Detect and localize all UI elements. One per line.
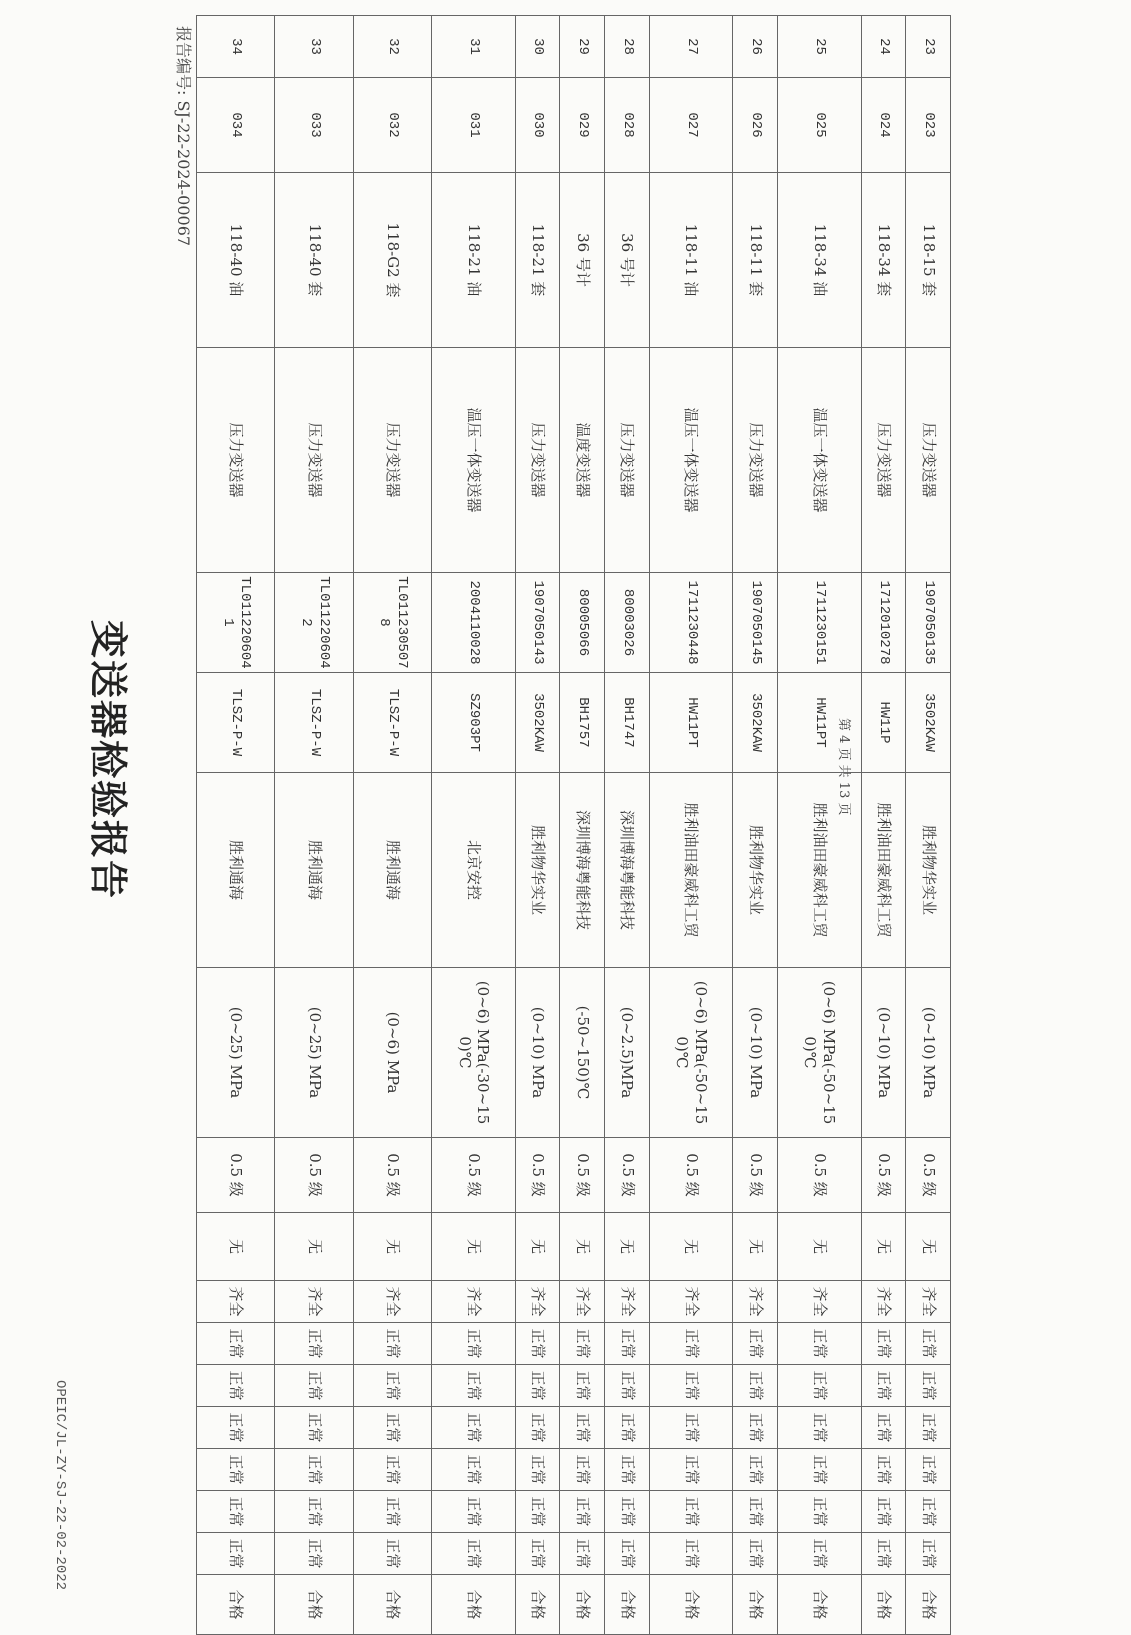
cell-check-3: 正常: [560, 1365, 605, 1407]
cell-check-3: 正常: [733, 1365, 778, 1407]
cell-check-6: 正常: [649, 1491, 733, 1533]
cell-range: (0~6) MPa: [353, 968, 431, 1138]
cell-check-4: 正常: [432, 1407, 516, 1449]
cell-device-name: 温压一体变送器: [432, 348, 516, 573]
cell-number: 030: [515, 78, 560, 173]
cell-check-6: 正常: [605, 1491, 650, 1533]
cell-check-2: 正常: [560, 1323, 605, 1365]
cell-check-6: 正常: [432, 1491, 516, 1533]
cell-serial: 1711230448: [649, 573, 733, 673]
cell-serial: 1712010278: [861, 573, 906, 673]
cell-defect: 无: [649, 1213, 733, 1281]
cell-seq: 26: [733, 16, 778, 78]
cell-model: TLSZ-P-W: [275, 673, 353, 773]
cell-check-5: 正常: [560, 1449, 605, 1491]
cell-seq: 30: [515, 16, 560, 78]
cell-seq: 32: [353, 16, 431, 78]
cell-check-6: 正常: [733, 1491, 778, 1533]
cell-check-7: 正常: [560, 1533, 605, 1575]
cell-result: 合格: [649, 1575, 733, 1635]
cell-serial: 1907050135: [906, 573, 951, 673]
cell-defect: 无: [906, 1213, 951, 1281]
cell-check-3: 正常: [432, 1365, 516, 1407]
table-row: [649, 16, 733, 1635]
cell-manufacturer: 胜利物华实业: [515, 773, 560, 968]
cell-model: 3502KAW: [906, 673, 951, 773]
cell-model: BH1757: [560, 673, 605, 773]
cell-check-2: 正常: [649, 1323, 733, 1365]
cell-model: TLSZ-P-W: [197, 673, 275, 773]
cell-check-7: 正常: [197, 1533, 275, 1575]
cell-check-3: 正常: [197, 1365, 275, 1407]
cell-result: 合格: [861, 1575, 906, 1635]
cell-result: 合格: [906, 1575, 951, 1635]
cell-defect: 无: [353, 1213, 431, 1281]
cell-grade: 0.5 级: [560, 1138, 605, 1213]
cell-location: 118-15 套: [906, 173, 951, 348]
cell-seq: 23: [906, 16, 951, 78]
cell-result: 合格: [560, 1575, 605, 1635]
cell-check-4: 正常: [197, 1407, 275, 1449]
cell-check-2: 正常: [432, 1323, 516, 1365]
cell-check-5: 正常: [432, 1449, 516, 1491]
table-row: [353, 16, 431, 1635]
cell-number: 026: [733, 78, 778, 173]
cell-device-name: 压力变送器: [605, 348, 650, 573]
table-row: [560, 16, 605, 1635]
cell-check-2: 正常: [906, 1323, 951, 1365]
cell-number: 027: [649, 78, 733, 173]
cell-defect: 无: [733, 1213, 778, 1281]
cell-result: 合格: [778, 1575, 862, 1635]
cell-location: 118-40 油: [197, 173, 275, 348]
cell-device-name: 压力变送器: [515, 348, 560, 573]
cell-defect: 无: [560, 1213, 605, 1281]
cell-device-name: 温压一体变送器: [649, 348, 733, 573]
cell-check-2: 正常: [605, 1323, 650, 1365]
cell-completeness: 齐全: [515, 1281, 560, 1323]
cell-check-4: 正常: [733, 1407, 778, 1449]
cell-grade: 0.5 级: [605, 1138, 650, 1213]
cell-check-3: 正常: [353, 1365, 431, 1407]
cell-check-7: 正常: [649, 1533, 733, 1575]
cell-check-3: 正常: [906, 1365, 951, 1407]
cell-completeness: 齐全: [275, 1281, 353, 1323]
cell-defect: 无: [432, 1213, 516, 1281]
cell-number: 029: [560, 78, 605, 173]
cell-check-2: 正常: [733, 1323, 778, 1365]
cell-result: 合格: [432, 1575, 516, 1635]
cell-completeness: 齐全: [197, 1281, 275, 1323]
cell-completeness: 齐全: [906, 1281, 951, 1323]
cell-check-2: 正常: [275, 1323, 353, 1365]
cell-range: (0~10) MPa: [515, 968, 560, 1138]
cell-check-4: 正常: [778, 1407, 862, 1449]
cell-grade: 0.5 级: [515, 1138, 560, 1213]
table-row: [733, 16, 778, 1635]
table-row: [275, 16, 353, 1635]
cell-model: TLSZ-P-W: [353, 673, 431, 773]
cell-check-6: 正常: [275, 1491, 353, 1533]
cell-device-name: 温度变送器: [560, 348, 605, 573]
cell-device-name: 压力变送器: [861, 348, 906, 573]
cell-check-7: 正常: [733, 1533, 778, 1575]
cell-check-4: 正常: [605, 1407, 650, 1449]
cell-number: 028: [605, 78, 650, 173]
cell-completeness: 齐全: [861, 1281, 906, 1323]
cell-number: 025: [778, 78, 862, 173]
cell-check-5: 正常: [353, 1449, 431, 1491]
cell-result: 合格: [197, 1575, 275, 1635]
cell-serial: 80003026: [605, 573, 650, 673]
table-row: [515, 16, 560, 1635]
table-row: [778, 16, 862, 1635]
cell-manufacturer: 胜利物华实业: [906, 773, 951, 968]
cell-result: 合格: [515, 1575, 560, 1635]
cell-check-7: 正常: [432, 1533, 516, 1575]
report-number: 报告编号: SJ-22-2024-00067: [174, 26, 193, 247]
cell-defect: 无: [605, 1213, 650, 1281]
cell-check-3: 正常: [649, 1365, 733, 1407]
document-code: OPEIC/JL-ZY-SJ-22-02-2022: [52, 1380, 68, 1591]
cell-check-2: 正常: [353, 1323, 431, 1365]
cell-model: HW11PT: [778, 673, 862, 773]
table-row: [605, 16, 650, 1635]
cell-check-5: 正常: [605, 1449, 650, 1491]
cell-completeness: 齐全: [649, 1281, 733, 1323]
cell-check-7: 正常: [353, 1533, 431, 1575]
cell-check-7: 正常: [906, 1533, 951, 1575]
cell-check-6: 正常: [560, 1491, 605, 1533]
cell-seq: 28: [605, 16, 650, 78]
cell-check-4: 正常: [515, 1407, 560, 1449]
cell-model: SZ903PT: [432, 673, 516, 773]
cell-number: 032: [353, 78, 431, 173]
cell-model: HW11P: [861, 673, 906, 773]
cell-completeness: 齐全: [778, 1281, 862, 1323]
cell-result: 合格: [733, 1575, 778, 1635]
cell-manufacturer: 深圳博海粤能科技: [605, 773, 650, 968]
cell-serial: TL0112206042: [275, 573, 353, 673]
cell-grade: 0.5 级: [275, 1138, 353, 1213]
cell-result: 合格: [353, 1575, 431, 1635]
cell-check-5: 正常: [275, 1449, 353, 1491]
cell-grade: 0.5 级: [733, 1138, 778, 1213]
cell-range: (0~10) MPa: [906, 968, 951, 1138]
cell-check-7: 正常: [275, 1533, 353, 1575]
cell-location: 36 号计: [605, 173, 650, 348]
cell-seq: 29: [560, 16, 605, 78]
cell-check-5: 正常: [197, 1449, 275, 1491]
cell-serial: 80005066: [560, 573, 605, 673]
cell-manufacturer: 北京安控: [432, 773, 516, 968]
cell-manufacturer: 胜利油田豪威科工贸: [861, 773, 906, 968]
cell-defect: 无: [778, 1213, 862, 1281]
cell-check-2: 正常: [197, 1323, 275, 1365]
cell-manufacturer: 胜利通海: [197, 773, 275, 968]
cell-device-name: 压力变送器: [353, 348, 431, 573]
cell-manufacturer: 胜利油田豪威科工贸: [778, 773, 862, 968]
cell-range: (-50~150)℃: [560, 968, 605, 1138]
cell-check-6: 正常: [861, 1491, 906, 1533]
cell-check-4: 正常: [649, 1407, 733, 1449]
cell-location: 118-34 套: [861, 173, 906, 348]
cell-check-7: 正常: [778, 1533, 862, 1575]
cell-check-2: 正常: [515, 1323, 560, 1365]
cell-number: 031: [432, 78, 516, 173]
cell-range: (0~6) MPa(-50~150)℃: [649, 968, 733, 1138]
cell-completeness: 齐全: [560, 1281, 605, 1323]
cell-device-name: 压力变送器: [275, 348, 353, 573]
table-row: [197, 16, 275, 1635]
cell-range: (0~2.5)MPa: [605, 968, 650, 1138]
cell-seq: 25: [778, 16, 862, 78]
cell-range: (0~25) MPa: [197, 968, 275, 1138]
cell-device-name: 压力变送器: [906, 348, 951, 573]
cell-check-6: 正常: [906, 1491, 951, 1533]
cell-check-6: 正常: [515, 1491, 560, 1533]
cell-check-3: 正常: [778, 1365, 862, 1407]
cell-check-2: 正常: [861, 1323, 906, 1365]
cell-location: 36 号计: [560, 173, 605, 348]
cell-grade: 0.5 级: [353, 1138, 431, 1213]
cell-seq: 31: [432, 16, 516, 78]
cell-serial: TL0112206041: [197, 573, 275, 673]
cell-check-4: 正常: [906, 1407, 951, 1449]
cell-serial: 2004110028: [432, 573, 516, 673]
cell-check-7: 正常: [515, 1533, 560, 1575]
cell-number: 023: [906, 78, 951, 173]
cell-check-2: 正常: [778, 1323, 862, 1365]
cell-completeness: 齐全: [733, 1281, 778, 1323]
cell-range: (0~6) MPa(-50~150)℃: [778, 968, 862, 1138]
cell-check-4: 正常: [560, 1407, 605, 1449]
cell-check-5: 正常: [515, 1449, 560, 1491]
cell-range: (0~6) MPa(-30~150)℃: [432, 968, 516, 1138]
cell-completeness: 齐全: [353, 1281, 431, 1323]
cell-model: BH1747: [605, 673, 650, 773]
cell-location: 118-21 油: [432, 173, 516, 348]
cell-check-6: 正常: [778, 1491, 862, 1533]
cell-device-name: 压力变送器: [197, 348, 275, 573]
cell-model: HW11PT: [649, 673, 733, 773]
cell-check-6: 正常: [353, 1491, 431, 1533]
cell-check-5: 正常: [778, 1449, 862, 1491]
cell-range: (0~10) MPa: [733, 968, 778, 1138]
cell-check-6: 正常: [197, 1491, 275, 1533]
cell-grade: 0.5 级: [778, 1138, 862, 1213]
table-row: [906, 16, 951, 1635]
cell-location: 118-G2 套: [353, 173, 431, 348]
cell-range: (0~10) MPa: [861, 968, 906, 1138]
cell-location: 118-11 套: [733, 173, 778, 348]
cell-check-3: 正常: [515, 1365, 560, 1407]
cell-manufacturer: 胜利通海: [353, 773, 431, 968]
cell-location: 118-11 油: [649, 173, 733, 348]
cell-manufacturer: 深圳博海粤能科技: [560, 773, 605, 968]
cell-location: 118-21 套: [515, 173, 560, 348]
cell-device-name: 压力变送器: [733, 348, 778, 573]
cell-grade: 0.5 级: [861, 1138, 906, 1213]
cell-seq: 33: [275, 16, 353, 78]
cell-grade: 0.5 级: [432, 1138, 516, 1213]
cell-grade: 0.5 级: [649, 1138, 733, 1213]
page-title: 变送器检验报告: [86, 620, 130, 901]
cell-check-5: 正常: [733, 1449, 778, 1491]
cell-defect: 无: [197, 1213, 275, 1281]
cell-completeness: 齐全: [605, 1281, 650, 1323]
cell-defect: 无: [515, 1213, 560, 1281]
cell-model: 3502KAW: [733, 673, 778, 773]
cell-check-4: 正常: [861, 1407, 906, 1449]
cell-number: 024: [861, 78, 906, 173]
cell-device-name: 温压一体变送器: [778, 348, 862, 573]
cell-completeness: 齐全: [432, 1281, 516, 1323]
cell-check-7: 正常: [605, 1533, 650, 1575]
cell-check-3: 正常: [275, 1365, 353, 1407]
cell-check-3: 正常: [605, 1365, 650, 1407]
cell-seq: 24: [861, 16, 906, 78]
cell-number: 033: [275, 78, 353, 173]
cell-result: 合格: [605, 1575, 650, 1635]
cell-serial: 1907050143: [515, 573, 560, 673]
cell-manufacturer: 胜利通海: [275, 773, 353, 968]
cell-manufacturer: 胜利物华实业: [733, 773, 778, 968]
cell-result: 合格: [275, 1575, 353, 1635]
cell-model: 3502KAW: [515, 673, 560, 773]
cell-location: 118-34 油: [778, 173, 862, 348]
page-footer: 第 4 页 共 13 页: [836, 718, 851, 816]
cell-check-5: 正常: [861, 1449, 906, 1491]
cell-check-3: 正常: [861, 1365, 906, 1407]
cell-serial: 1711230151: [778, 573, 862, 673]
cell-manufacturer: 胜利油田豪威科工贸: [649, 773, 733, 968]
cell-location: 118-40 套: [275, 173, 353, 348]
cell-check-4: 正常: [275, 1407, 353, 1449]
cell-number: 034: [197, 78, 275, 173]
cell-grade: 0.5 级: [906, 1138, 951, 1213]
cell-defect: 无: [861, 1213, 906, 1281]
cell-check-7: 正常: [861, 1533, 906, 1575]
cell-check-5: 正常: [649, 1449, 733, 1491]
cell-seq: 34: [197, 16, 275, 78]
table-row: [861, 16, 906, 1635]
cell-serial: TL0112305078: [353, 573, 431, 673]
cell-serial: 1907050145: [733, 573, 778, 673]
table-row: [432, 16, 516, 1635]
cell-grade: 0.5 级: [197, 1138, 275, 1213]
cell-check-4: 正常: [353, 1407, 431, 1449]
cell-range: (0~25) MPa: [275, 968, 353, 1138]
cell-defect: 无: [275, 1213, 353, 1281]
cell-seq: 27: [649, 16, 733, 78]
inspection-table: [196, 15, 951, 1635]
cell-check-5: 正常: [906, 1449, 951, 1491]
